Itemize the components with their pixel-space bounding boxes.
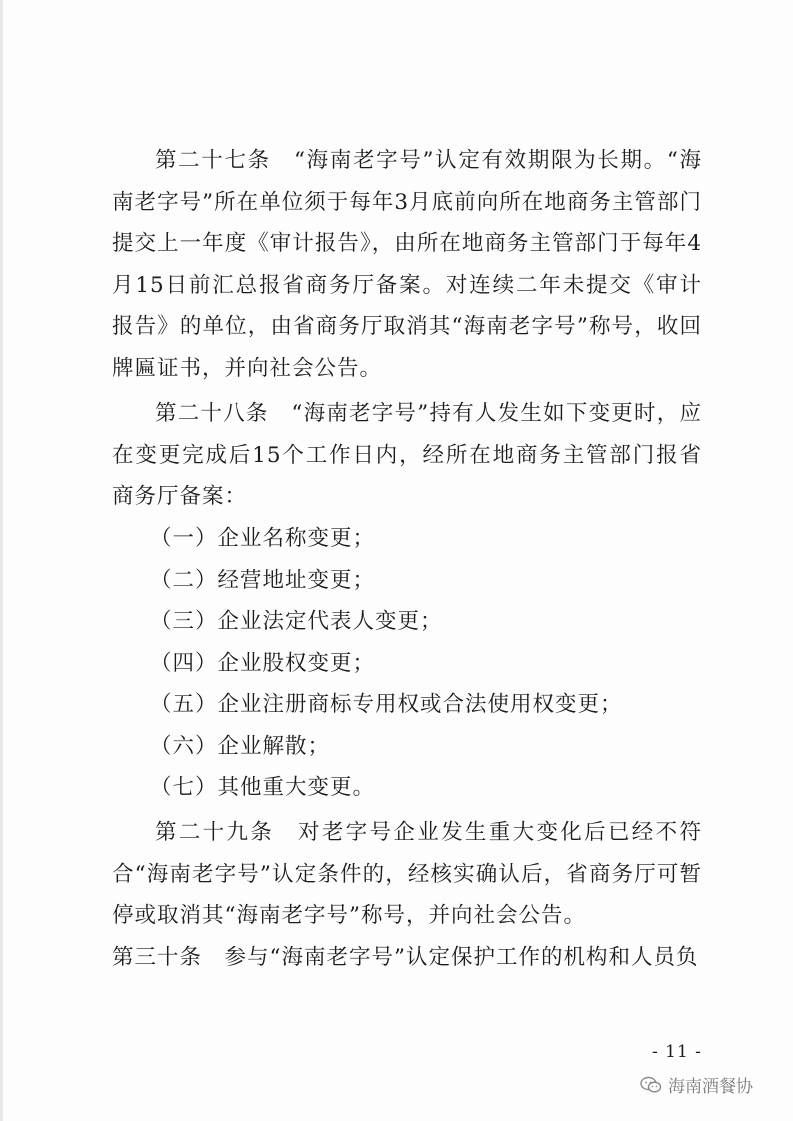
wechat-icon	[640, 1076, 662, 1094]
scan-edge	[0, 0, 3, 1121]
article-28: 第二十八条 “海南老字号”持有人发生如下变更时，应在变更完成后15个工作日内，经所在地商务主管部门报省商务厅备案：	[112, 401, 702, 509]
article-30: 第三十条 参与“海南老字号”认定保护工作的机构和人员负	[112, 945, 699, 970]
list-item: （七）其他重大变更。	[150, 775, 376, 800]
list-item: （二）经营地址变更；	[150, 567, 376, 593]
article-27: 第二十七条 “海南老字号”认定有效期限为长期。“海南老字号”所在单位须于每年3月底前向所在地商务主管部门提交上一年度《审计报告》，由所在地商务主管部门于每年4月15日前汇总报省商务厅备案。对连续二年未提交《审计报告》的单位，由省商务厅取消其“海南老字号”称号，收回牌匾证书，并向社会公告。	[112, 148, 702, 381]
list-item: （六）企业解散；	[150, 733, 331, 759]
list-item: （三）企业法定代表人变更；	[150, 609, 443, 634]
list-item: （四）企业股权变更；	[150, 650, 376, 676]
change-list	[150, 518, 710, 809]
page-number: - 11 -	[652, 1042, 702, 1062]
list-item: （五）企业注册商标专用权或合法使用权变更；	[150, 692, 623, 717]
watermark-text: 海南酒餐协	[668, 1077, 753, 1097]
article-29: 第二十九条 对老字号企业发生重大变化后已经不符合“海南老字号”认定条件的，经核实确认后，省商务厅可暂停或取消其“海南老字号”称号，并向社会公告。	[112, 820, 702, 928]
watermark	[640, 1072, 753, 1097]
list-item: （一）企业名称变更；	[150, 526, 376, 551]
